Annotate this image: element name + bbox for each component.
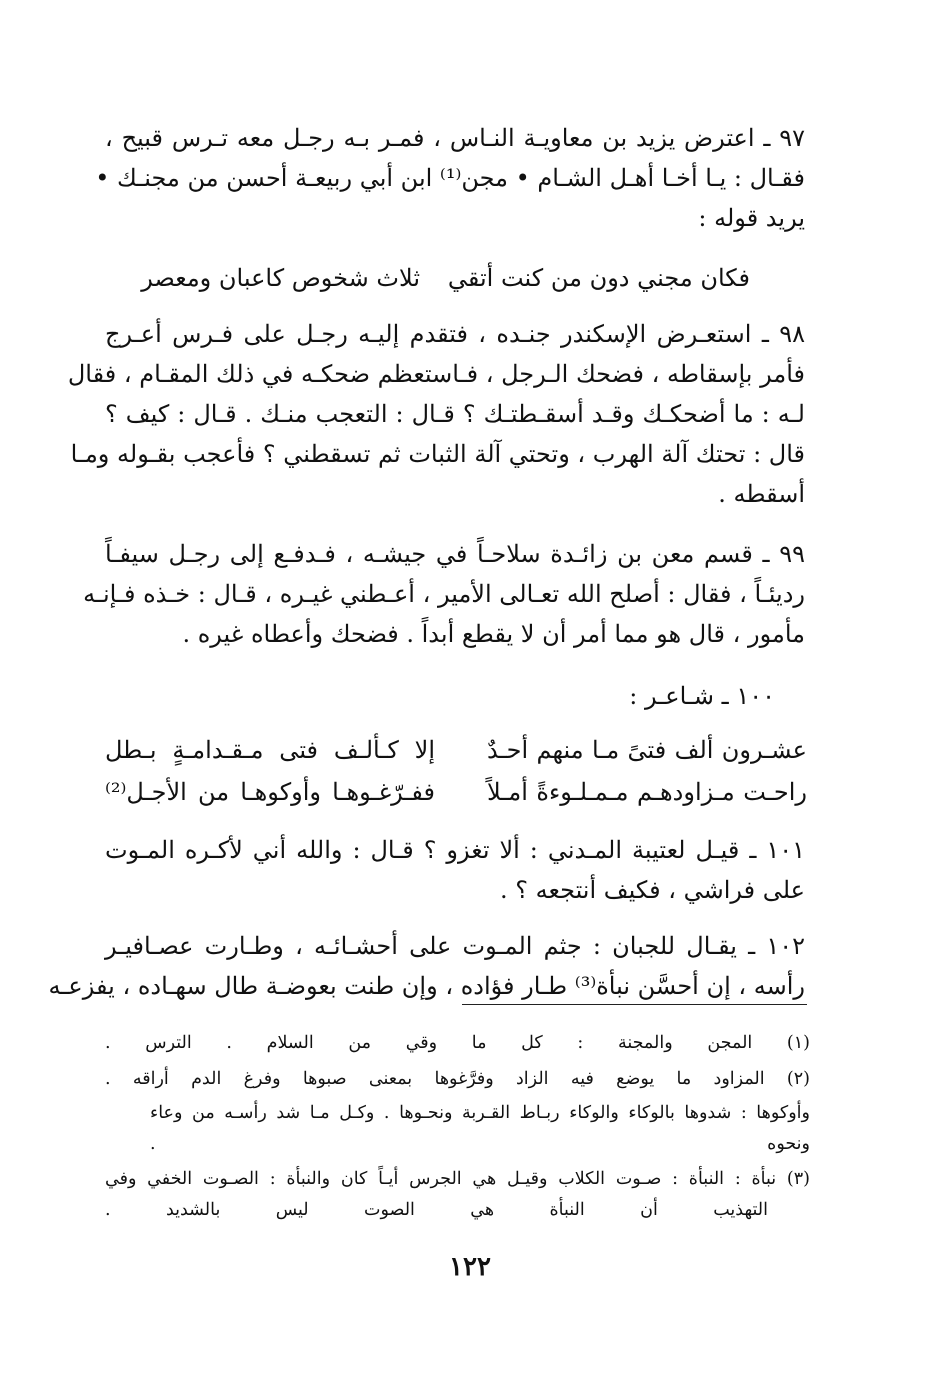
text-line: مأمور ، قال هو مما أمر أن لا يقطع أبداً . فضحك وأعطاه غيره . bbox=[182, 620, 805, 648]
text-line: فقـال : يـا أخـا أهـل الشـام • مجن⁽¹⁾ ابن أبي ربيعـة أحسن من مجنـك • bbox=[95, 164, 805, 192]
text-line: ٩٧ ـ اعترض يزيد بن معاويـة النـاس ، فمـر بـه رجـل معه تـرس قبيح ، bbox=[105, 124, 805, 152]
footnote-line: (١) المجن والمجنة : كل ما وقي من السلام . الترس . bbox=[105, 1033, 810, 1053]
text-line: على فراشي ، فكيف أنتجعه ؟ . bbox=[500, 876, 805, 904]
verse-line bbox=[141, 258, 750, 298]
verse-second-hemistich: إلا كـألـف فتى مـقـدامـةٍ بـطل bbox=[105, 736, 435, 764]
footnote-1 bbox=[105, 1028, 810, 1059]
text-line: رأسه ، إن أحسَّن نبأة⁽³⁾ طـار فؤاده ، وإن طنت بعوضـة طال سهـاده ، يفزعـه bbox=[48, 972, 805, 1000]
verse-line bbox=[105, 772, 807, 812]
footnote-line: وأوكوها : شدوها بالوكاء والوكاء ربـاط القـربة ونحـوها . وكـل مـا شد رأسـه من وعاء bbox=[150, 1103, 810, 1123]
text-line: قال : تحتك آلة الهرب ، وتحتي آلة الثبات ثم تسقطني ؟ فأعجب بقـوله ومـا bbox=[70, 440, 805, 468]
footnote-separator bbox=[462, 1004, 807, 1005]
paragraph-99 bbox=[83, 534, 806, 654]
paragraph-101 bbox=[105, 830, 805, 910]
text-line: يريد قوله : bbox=[698, 204, 805, 232]
verse-first-hemistich: راحـت مـزاودهـم مـمـلـوءةً أمـلاً bbox=[487, 778, 807, 806]
paragraph-100 bbox=[105, 676, 805, 716]
footnote-3 bbox=[105, 1164, 810, 1226]
verse-line bbox=[105, 730, 807, 770]
paragraph-97 bbox=[95, 118, 805, 238]
footnote-2-continuation bbox=[150, 1098, 810, 1160]
text-line: فأمر بإسقاطه ، فضحك الـرجل ، فـاستعظم ضحكـه في ذلك المقـام ، فقال bbox=[67, 360, 805, 388]
text-line: رديئـاً ، فقال : أصلح الله تعـالى الأمير ، أعـطني غيـره ، قـال : خـذه فـإنـه bbox=[83, 580, 805, 608]
text-line: أسقطه . bbox=[718, 480, 805, 508]
text-line: ١٠٠ ـ شـاعـر : bbox=[629, 682, 775, 710]
footnote-line: ونحوه . bbox=[150, 1134, 810, 1154]
footnote-line: (٢) المزاود ما يوضع فيه الزاد وفرَّغوها بمعنى صبوها وفرغ الدم أراقه . bbox=[105, 1069, 810, 1089]
text-line: ٩٨ ـ استعـرض الإسكندر جنـده ، فتقدم إليـه رجـل على فـرس أعـرج bbox=[105, 320, 805, 348]
verse-first-hemistich: فكان مجني دون من كنت أتقي bbox=[447, 264, 750, 292]
page-number: ١٢٢ bbox=[449, 1252, 491, 1282]
text-line: ٩٩ ـ قسم معن بن زائـدة سلاحـاً في جيشـه ، فـدفـع إلى رجـل سيفـاً bbox=[105, 540, 806, 568]
verse-first-hemistich: عشـرون ألف فتىً مـا منهم أحـدٌ bbox=[487, 736, 807, 764]
text-line: ١٠١ ـ قيـل لعتيبة المـدني : ألا تغزو ؟ قـال : والله أني لأكـره المـوت bbox=[105, 836, 805, 864]
footnote-line: (٣) نبأة : النبأة : صـوت الكلاب وقيـل هي الجرس أيـاً كان والنبأة : الصـوت الخفي وفي bbox=[105, 1169, 810, 1189]
text-line: ١٠٢ ـ يقـال للجبان : جثم المـوت على أحشـائـه ، وطـارت عصـافيـر bbox=[105, 932, 805, 960]
footnote-2 bbox=[105, 1064, 810, 1095]
footnote-line: التهذيب أن النبأة هي الصوت ليس بالشديد . bbox=[105, 1200, 768, 1220]
text-line: لـه : ما أضحكـك وقـد أسقـطتـك ؟ قـال : التعجب منـك . قـال : كيف ؟ bbox=[105, 400, 805, 428]
verse-second-hemistich: ثلاث شخوص كاعبان ومعصر bbox=[141, 264, 420, 292]
verse-second-hemistich: ففـرّغـوهـا وأوكوهـا من الأجـل⁽²⁾ bbox=[105, 778, 435, 806]
paragraph-98 bbox=[67, 314, 805, 514]
paragraph-102 bbox=[48, 926, 805, 1006]
